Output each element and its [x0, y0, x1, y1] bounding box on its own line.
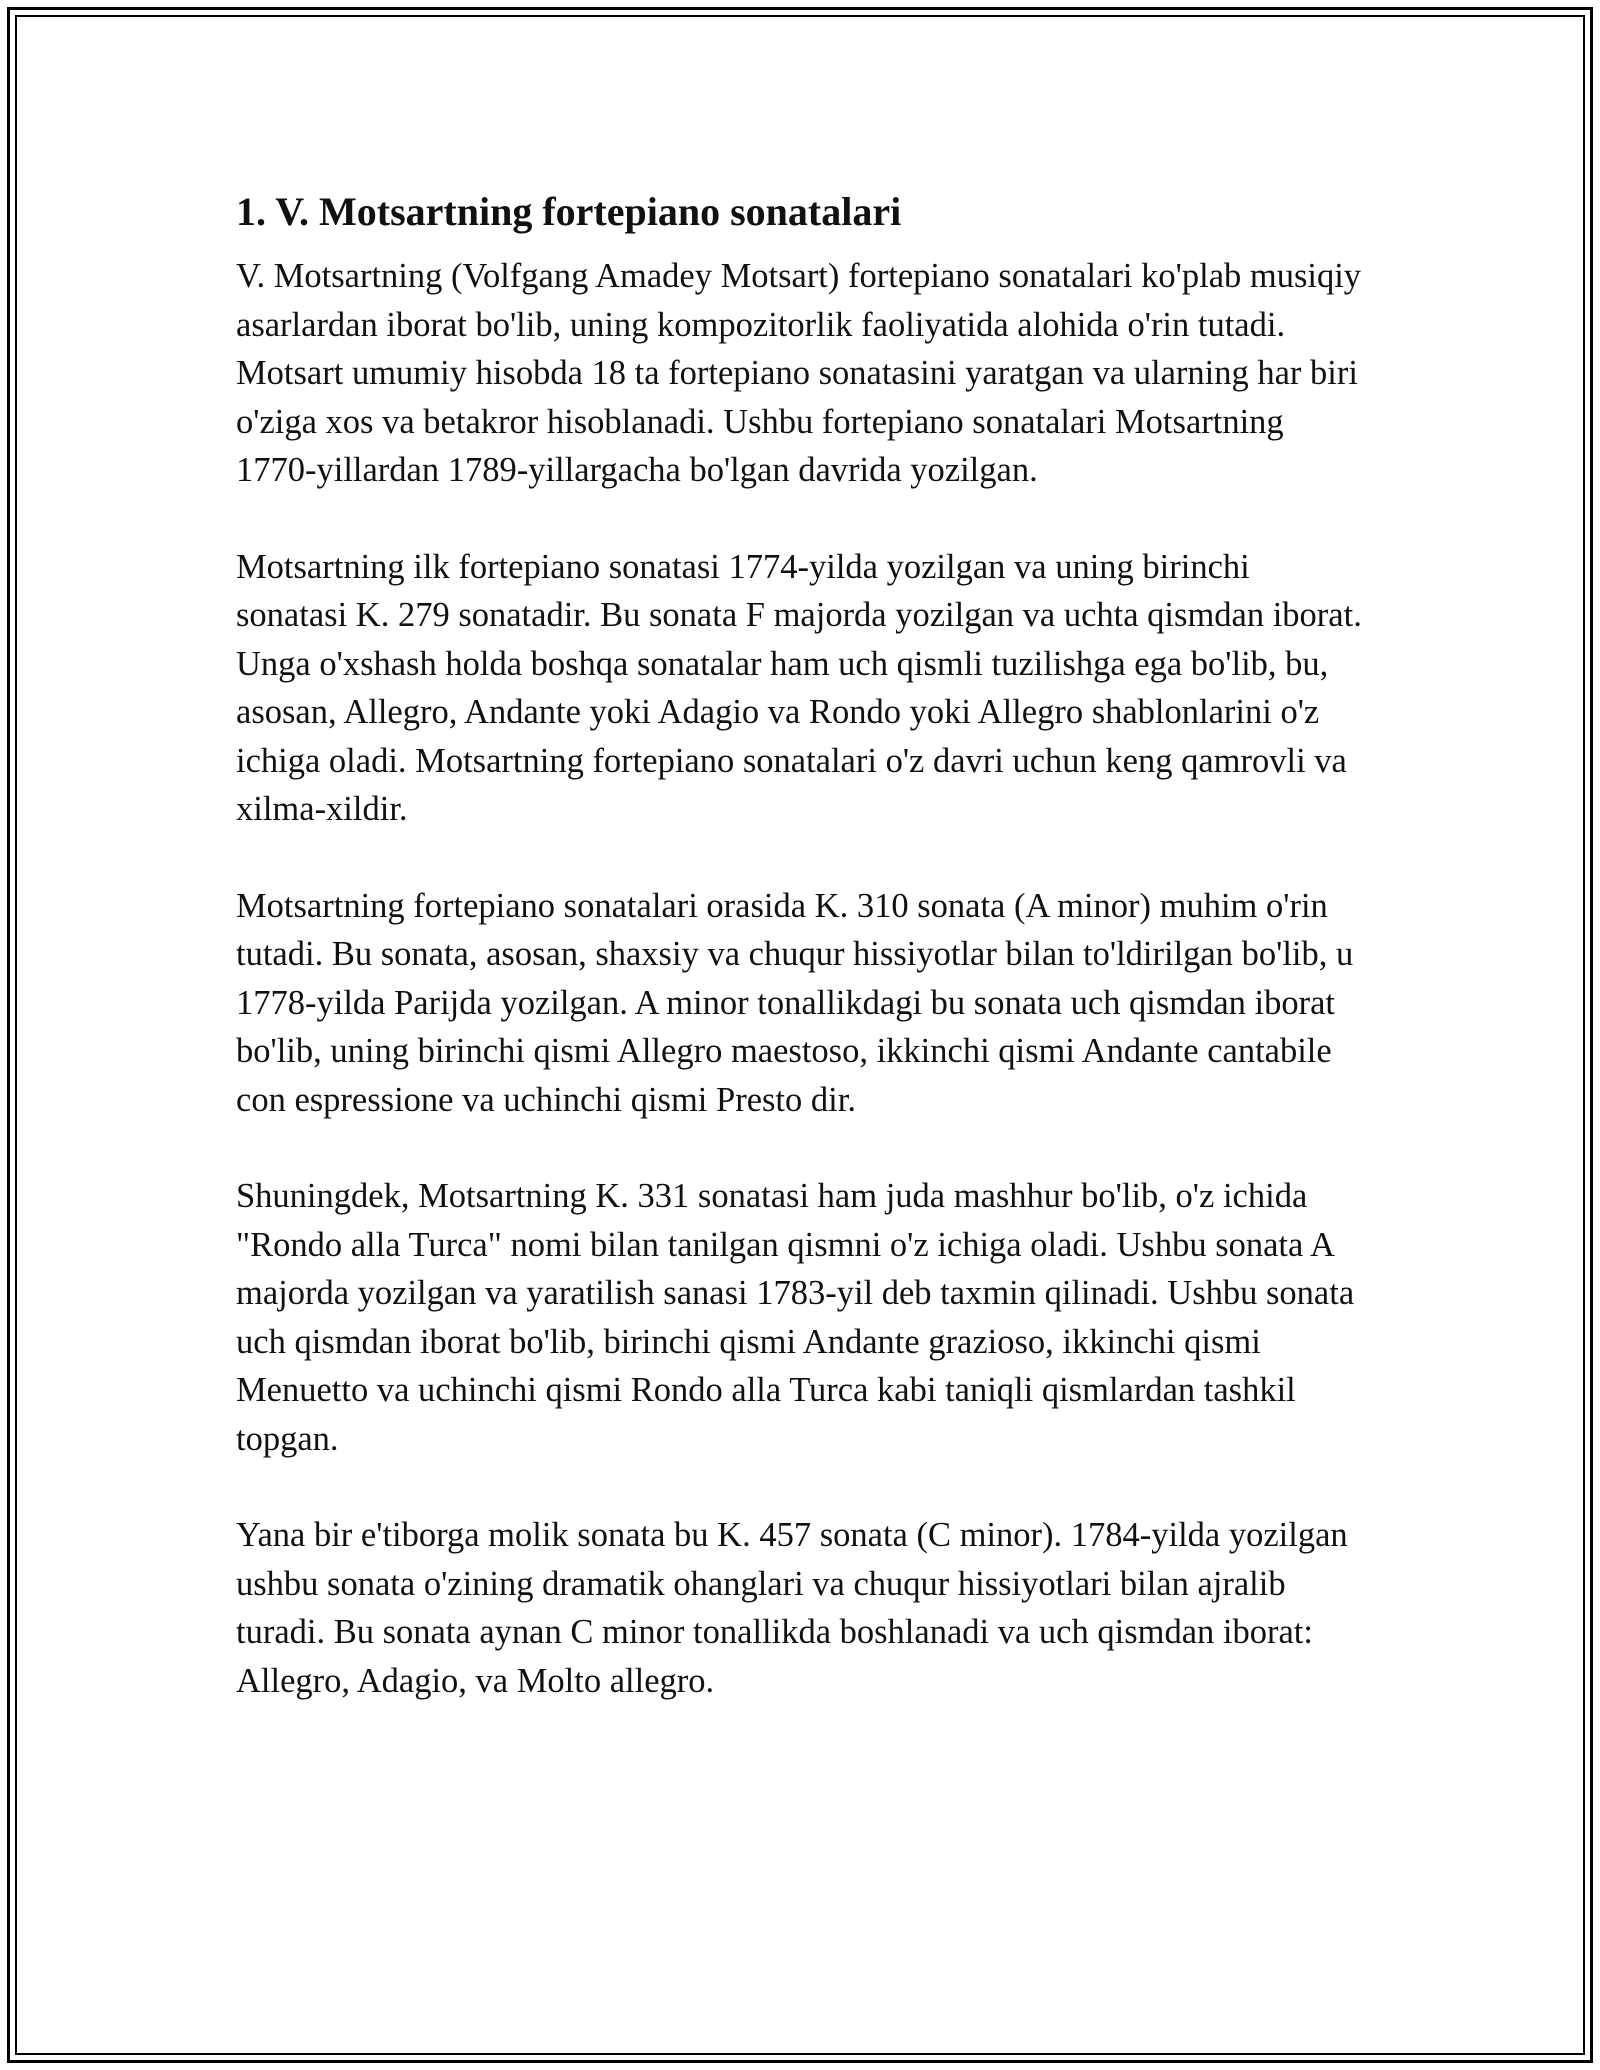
document-body	[236, 186, 1366, 1753]
paragraph-k310: Motsartning fortepiano sonatalari orasida K. 310 sonata (A minor) muhim o'rin tutadi. Bu sonata, asosan, shaxsiy va chuqur hissiyotlar bilan to'ldirilgan bo'lib, u 1778-yilda Parijda yozilgan. A minor tonallikdagi bu sonata uch qismdan iborat bo'lib, uning birinchi qismi Allegro maestoso, ikkinchi qismi Andante cantabile con espressione va uchinchi qismi Presto dir.	[236, 886, 1354, 1119]
paragraph-k331: Shuningdek, Motsartning K. 331 sonatasi ham juda mashhur bo'lib, o'z ichida "Rondo alla Turca" nomi bilan tanilgan qismni o'z ichiga oladi. Ushbu sonata A majorda yozilgan va yaratilish sanasi 1783-yil deb taxmin qilinadi. Ushbu sonata uch qismdan iborat bo'lib, birinchi qismi Andante grazioso, ikkinchi qismi Menuetto va uchinchi qismi Rondo alla Turca kabi taniqli qismlardan tashkil topgan.	[236, 1177, 1355, 1458]
paragraph-first-sonata: Motsartning ilk fortepiano sonatasi 1774-yilda yozilgan va uning birinchi sonatasi K. 279 sonatadir. Bu sonata F majorda yozilgan va uchta qismdan iborat. Unga o'xshash holda boshqa sonatalar ham uch qismli tuzilishga ega bo'lib, bu, asosan, Allegro, Andante yoki Adagio va Rondo yoki Allegro shablonlarini o'z ichiga oladi. Motsartning fortepiano sonatalari o'z davri uchun keng qamrovli va xilma-xildir.	[236, 547, 1362, 828]
section-title: 1. V. Motsartning fortepiano sonatalari	[236, 189, 902, 234]
paragraph-intro: V. Motsartning (Volfgang Amadey Motsart) fortepiano sonatalari ko'plab musiqiy asarlardan iborat bo'lib, uning kompozitorlik faoliyatida alohida o'rin tutadi. Motsart umumiy hisobda 18 ta fortepiano sonatasini yaratgan va ularning har biri o'ziga xos va betakror hisoblanadi. Ushbu fortepiano sonatalari Motsartning 1770-yillardan 1789-yillargacha bo'lgan davrida yozilgan.	[236, 257, 1362, 489]
paragraph-k457: Yana bir e'tiborga molik sonata bu K. 457 sonata (C minor). 1784-yilda yozilgan ushbu sonata o'zining dramatik ohanglari va chuqur hissiyotlari bilan ajralib turadi. Bu sonata aynan C minor tonallikda boshlanadi va uch qismdan iborat: Allegro, Adagio, va Molto allegro.	[236, 1516, 1348, 1700]
